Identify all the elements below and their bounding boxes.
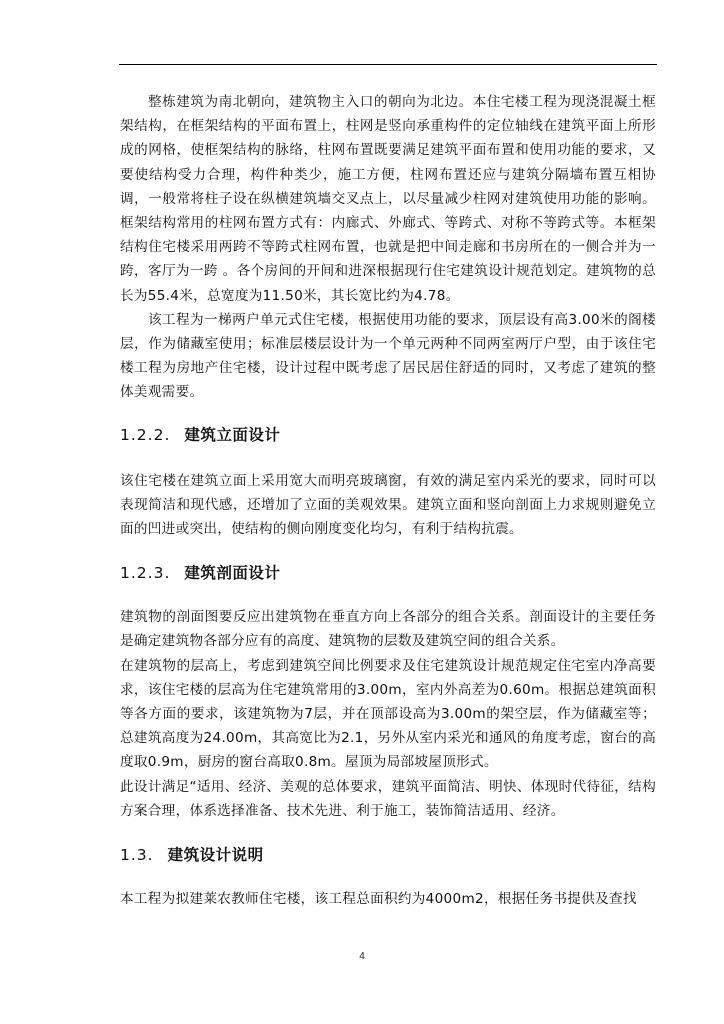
body-paragraph: 此设计满足“适用、经济、美观的总体要求，建筑平面简洁、明快、体现时代待征，结构方案合理，体系选择准备、技术先进、利于施工，装饰简洁适用、经济。 bbox=[120, 778, 656, 819]
section-title: 建筑立面设计 bbox=[184, 425, 281, 444]
body-paragraph: 建筑物的剖面图要反应出建筑物在垂直方向上各部分的组合关系。剖面设计的主要任务是确定建筑物各部分应有的高度、建筑物的层数及建筑空间的组合关系。 bbox=[120, 609, 656, 650]
section-heading-1-3 bbox=[120, 843, 656, 867]
section-heading-1-2-2 bbox=[120, 423, 656, 447]
section-title: 建筑设计说明 bbox=[167, 846, 264, 865]
section-title: 建筑剖面设计 bbox=[184, 564, 281, 583]
page-number: 4 bbox=[359, 951, 365, 962]
section-number: 1.3. bbox=[120, 846, 154, 865]
body-paragraph: 本工程为拟建莱农教师住宅楼，该工程总面积约为4000m2，根据任务书提供及查找 bbox=[120, 891, 637, 908]
header-rule bbox=[119, 64, 657, 65]
body-paragraph: 该住宅楼在建筑立面上采用宽大而明亮玻璃窗，有效的满足室内采光的要求，同时可以表现简洁和现代感，还增加了立面的美观效果。建筑立面和竖向剖面上力求规则避免立面的凹进或突出，使结构的侧向刚度变化均匀，有利于结构抗震。 bbox=[120, 472, 656, 538]
body-paragraph: 该工程为一梯两户单元式住宅楼，根据使用功能的要求，顶层设有高3.00米的阁楼层，作为储藏室使用；标准层楼层设计为一个单元两种不同两室两厅户型，由于该住宅楼工程为房地产住宅楼，设计过程中既考虑了居民居住舒适的同时，又考虑了建筑的整体美观需要。 bbox=[120, 311, 656, 401]
section-number: 1.2.2. bbox=[120, 425, 171, 444]
page-content bbox=[120, 90, 656, 911]
section-heading-1-2-3 bbox=[120, 561, 656, 585]
section-number: 1.2.3. bbox=[120, 564, 171, 583]
body-paragraph: 在建筑物的层高上，考虑到建筑空间比例要求及住宅建筑设计规范规定住宅室内净高要求，该住宅楼的层高为住宅建筑常用的3.00m，室内外高差为0.60m。根据总建筑面积等各方面的要求，该建筑物为7层，并在顶部设高为3.00m的架空层，作为储藏室等；总建筑高度为24.00m，其高宽比为2.1，另外从室内采光和通风的角度考虑，窗台的高度取0.9m，厨房的窗台高取0.8m。屋顶为局部坡屋顶形式。 bbox=[120, 657, 656, 771]
body-paragraph: 整栋建筑为南北朝向，建筑物主入口的朝向为北边。本住宅楼工程为现浇混凝土框架结构，在框架结构的平面布置上，柱网是竖向承重构件的定位轴线在建筑平面上所形成的网格，使框架结构的脉络，柱网布置既要满足建筑平面布置和使用功能的要求，又要使结构受力合理，构件种类少，施工方便，柱网布置还应与建筑分隔墙布置互相协调，一般常将柱子设在纵横建筑墙交叉点上，以尽量减少柱网对建筑使用功能的影响。框架结构常用的柱网布置方式有：内廊式、外廊式、等跨式、对称不等跨式等。本框架结构住宅楼采用两跨不等跨式柱网布置，也就是把中间走廊和书房所在的一侧合并为一跨，客厅为一跨 。各个房间的开间和进深根据现行住宅建筑设计规范划定。建筑物的总长为55.4米，总宽度为11.50米，其长宽比约为4.78。 bbox=[120, 94, 656, 304]
